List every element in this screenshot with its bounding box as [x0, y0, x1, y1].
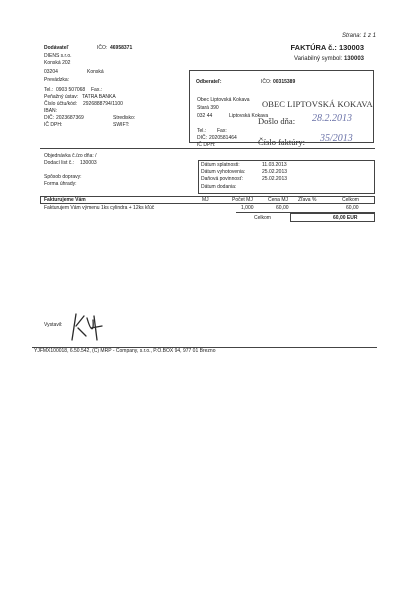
supplier-street: Konská 202 [44, 60, 71, 66]
supplier-dic: 2023687369 [56, 115, 84, 121]
supplier-zip: 03204 [44, 69, 58, 75]
delivery-date-label: Dátum dodania: [201, 184, 237, 190]
customer-name: Obec Liptovská Kokava [197, 97, 250, 103]
supplier-swift-label: SWIFT: [113, 122, 130, 128]
issue-date-label: Dátum vyhotovenia: [201, 169, 246, 175]
sum-value: 60,00 EUR [333, 215, 358, 221]
col-desc-header: Fakturujeme Vám [44, 197, 86, 203]
invoice-title-label: FAKTÚRA č.: [290, 43, 337, 52]
footer-text: YJFMX100018, 6.50.542, (C) MRP - Company, s.r.o., P.O.BOX 94, 977 01 Brezno [34, 348, 216, 354]
issuer-label: Vystavil: [44, 322, 63, 328]
stamp-number-label: Číslo faktúry: [258, 137, 305, 147]
col-total-header: Celkom [342, 197, 359, 203]
supplier-name: DIENS s.r.o. [44, 53, 72, 59]
tax-date-label: Daňová povinnosť: [201, 176, 243, 182]
customer-zip: 032 44 [197, 113, 213, 119]
delivery-note-number: 130003 [80, 160, 97, 166]
supplier-branch: Prevádzka: [44, 77, 70, 83]
col-unit-header: MJ [202, 197, 209, 203]
divider [40, 148, 375, 149]
row-qty: 1,000 [241, 205, 254, 211]
tax-date: 25.02.2013 [262, 176, 288, 182]
variable-symbol-value: 130003 [343, 56, 364, 62]
row-price: 60,00 [276, 205, 289, 211]
signature-scribble [66, 306, 106, 346]
payment-label: Forma úhrady: [44, 181, 77, 187]
due-date-label: Dátum splatnosti: [201, 162, 240, 168]
supplier-dic-label: DIČ: [44, 115, 54, 121]
customer-heading: Odberateľ: [196, 79, 222, 85]
invoice-number: 130003 [338, 43, 364, 52]
sum-label: Celkom [254, 215, 271, 221]
order-label: Objednávka č./zo dňa: / [44, 153, 97, 159]
supplier-account: 2926888794/1100 [83, 101, 123, 107]
delivery-note-label: Dodací list č.: [44, 160, 75, 166]
supplier-heading: Dodávateľ [44, 45, 69, 51]
supplier-bank: TATRA BANKA [82, 94, 116, 100]
customer-dic: 2020581464 [209, 135, 237, 141]
col-discount-header: Zľava % [298, 197, 317, 203]
invoice-title [290, 43, 364, 52]
customer-dic-label: DIČ: [197, 135, 207, 141]
col-price-header: Cena MJ [268, 197, 289, 203]
supplier-phone: 0903 507068 [56, 87, 86, 93]
customer-phone-label: Tel.: [197, 128, 207, 134]
supplier-phone-label: Tel.: [44, 87, 54, 93]
municipality-stamp: OBEC LIPTOVSKÁ KOKAVA [262, 99, 373, 109]
row-desc: Fakturujem Vám výmenu 1ks cylindra + 12ks kľúč [44, 205, 155, 211]
supplier-iban-label: IBAN: [44, 108, 58, 114]
shipping-label: Spôsob dopravy: [44, 174, 82, 180]
customer-city: Liptovská Kokava [229, 113, 269, 119]
stamp-received-label: Došlo dňa: [258, 116, 296, 126]
issue-date: 25.02.2013 [262, 169, 288, 175]
customer-fax-label: Fax: [217, 128, 227, 134]
customer-ico-label: IČO: [261, 79, 272, 85]
customer-icdph-label: IČ DPH: [197, 142, 216, 148]
supplier-icdph-label: IČ DPH: [44, 122, 63, 128]
page-number: Strana: 1 z 1 [341, 33, 376, 39]
supplier-ico: 46958371 [110, 45, 133, 51]
supplier-bank-label: Peňažný ústav: [44, 94, 79, 100]
col-qty-header: Počet MJ [232, 197, 253, 203]
variable-symbol [294, 55, 364, 63]
variable-symbol-label: Variabilný symbol: [294, 56, 343, 62]
supplier-fax-label: Fax.: [91, 87, 103, 93]
row-total: 60,00 [346, 205, 359, 211]
supplier-center-label: Stredisko: [113, 115, 136, 121]
customer-ico: 00315389 [273, 79, 296, 85]
supplier-ico-label: IČO: [97, 45, 108, 51]
supplier-account-label: Číslo účtu/kód: [44, 101, 78, 107]
customer-street: Stará 390 [197, 105, 219, 111]
due-date: 11.03.2013 [262, 162, 287, 168]
handwritten-invoice-number: 35/2013 [320, 133, 353, 144]
supplier-city: Konská [87, 69, 104, 75]
handwritten-received-date: 28.2.2013 [312, 113, 352, 124]
